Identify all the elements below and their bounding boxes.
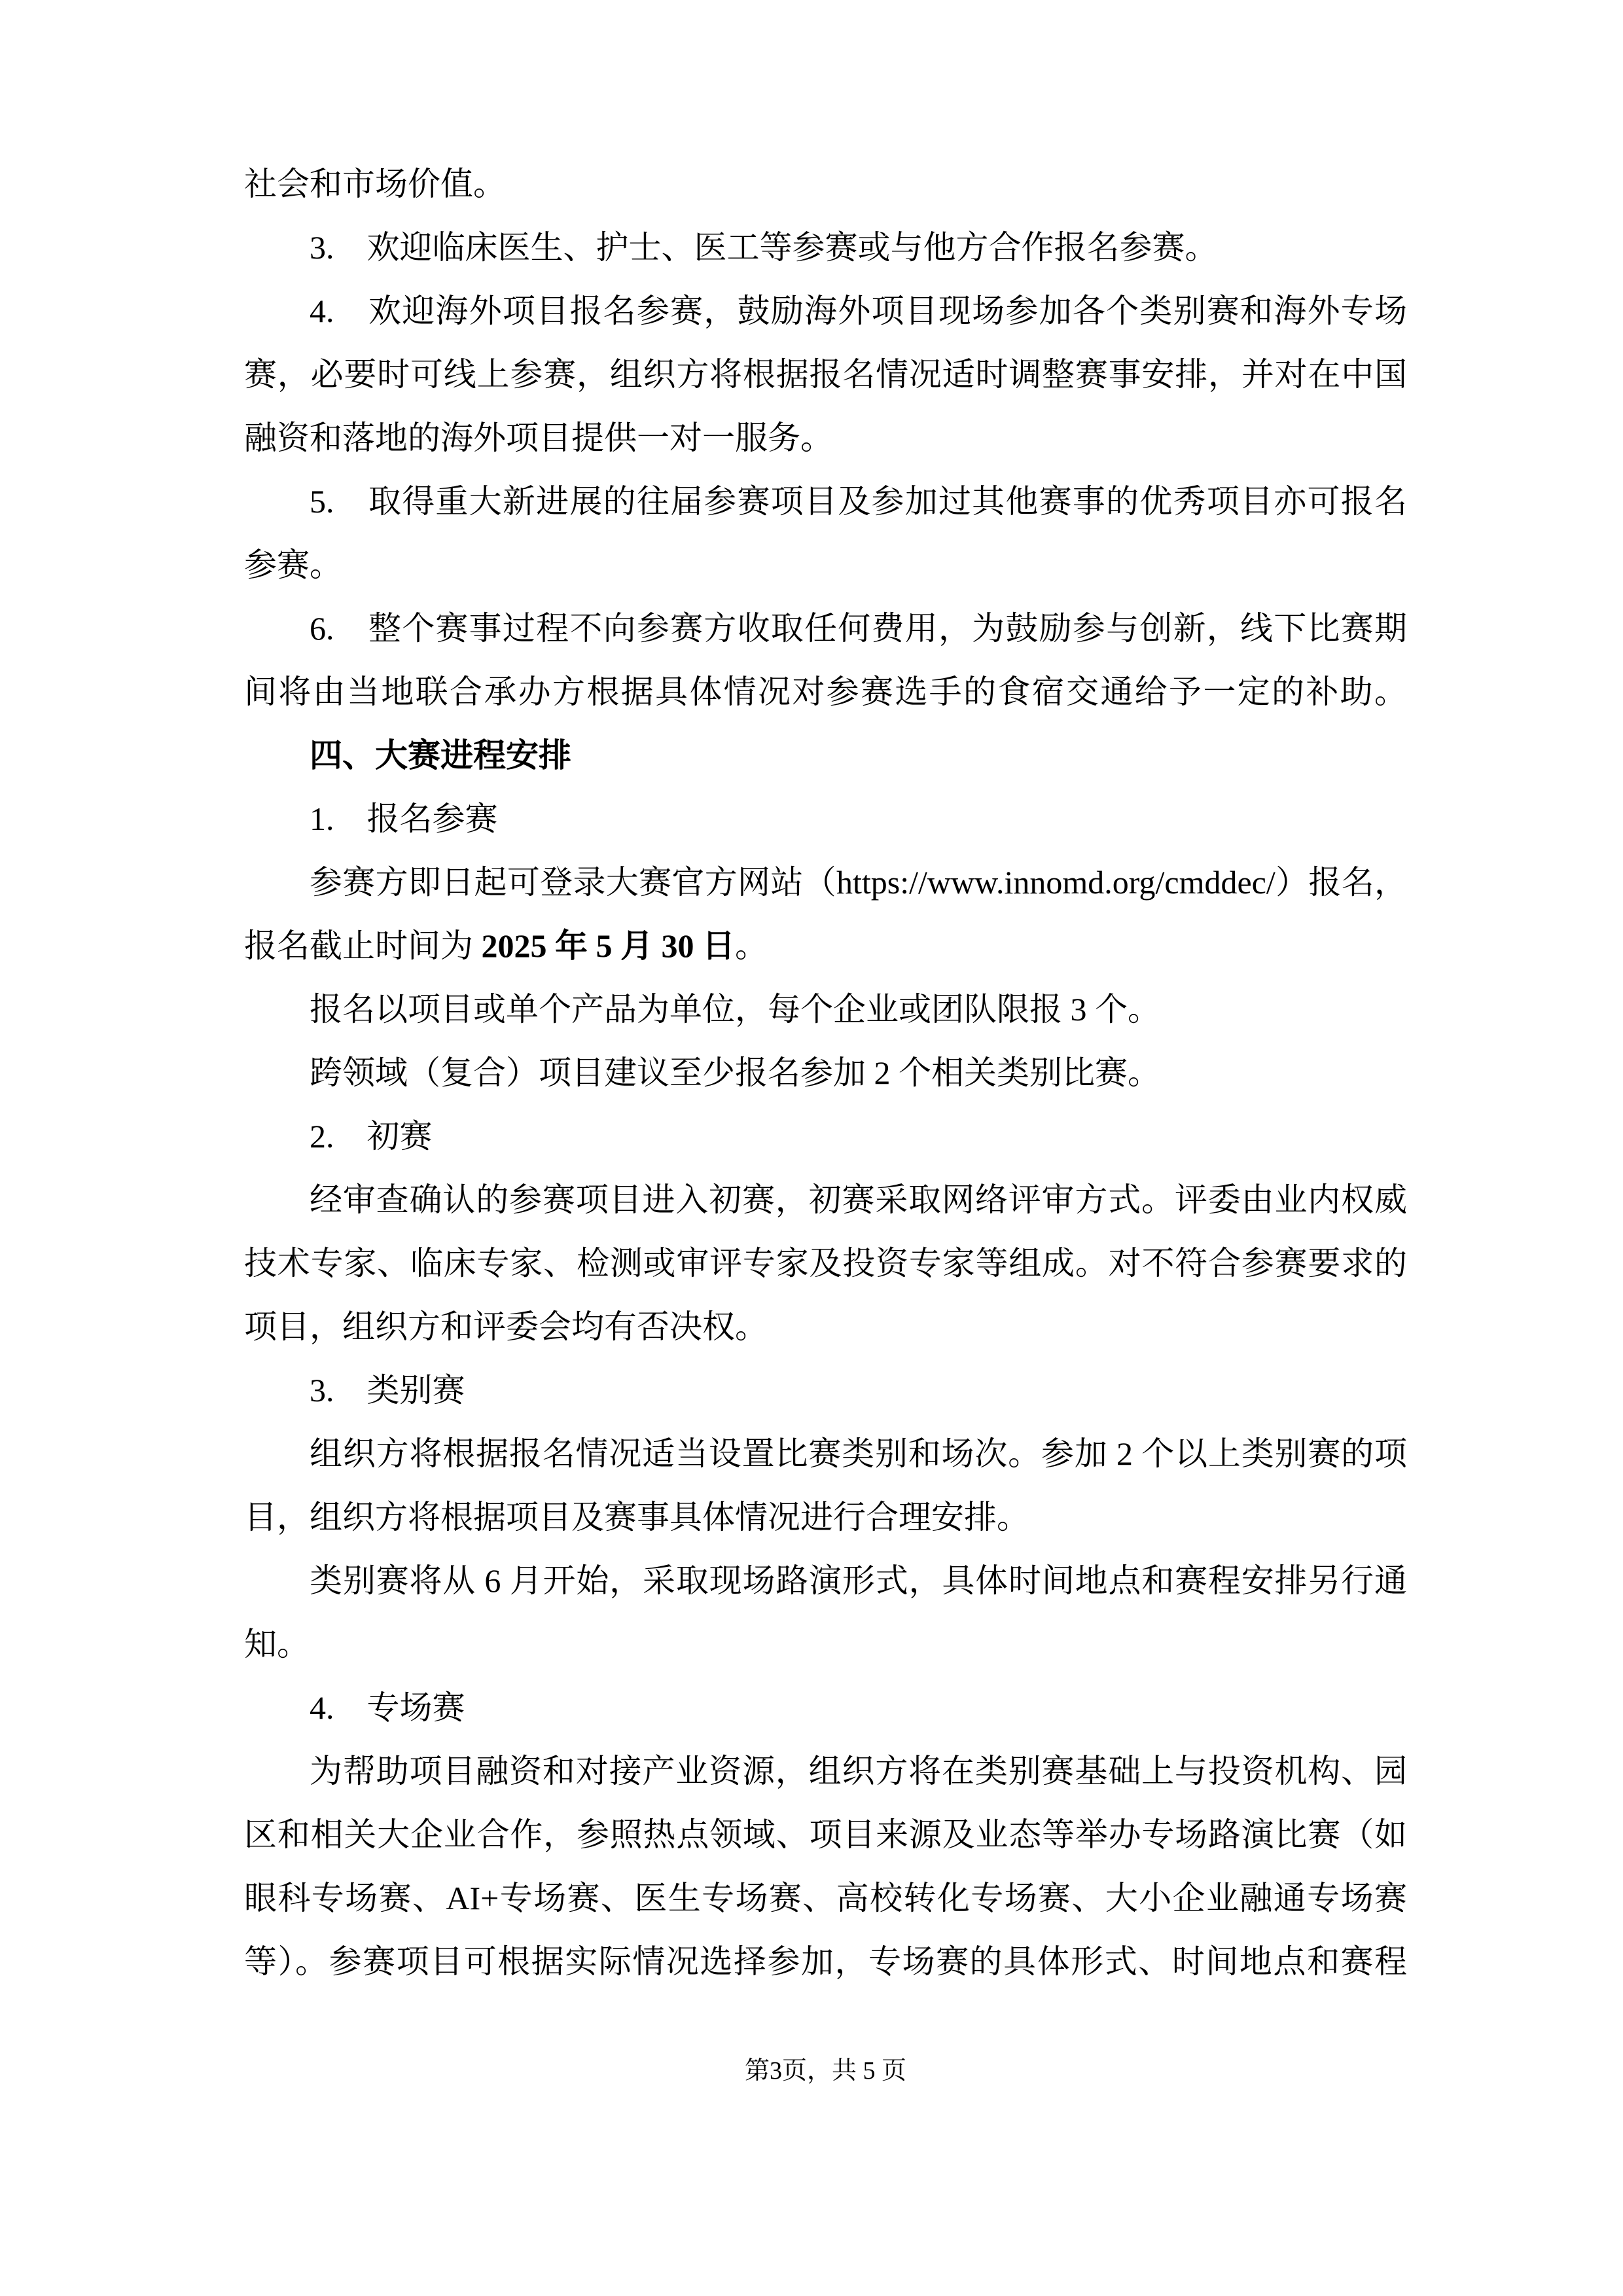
- text-run: 类别赛将从 6 月开始，采取现场路演形式，具体时间地点和赛程安排另行通: [310, 1562, 1407, 1599]
- text-run: 赛，必要时可线上参赛，组织方将根据报名情况适时调整赛事安排，并对在中国: [244, 356, 1407, 393]
- text-run: 项目，组织方和评委会均有否决权。: [244, 1308, 768, 1345]
- text-run: ）报名，: [1275, 864, 1408, 901]
- text-line: [244, 1041, 1407, 1105]
- text-run: 4. 欢迎海外项目报名参赛，鼓励海外项目现场参加各个类别赛和海外专场: [310, 293, 1407, 329]
- text-line: [244, 470, 1407, 533]
- text-line: [244, 724, 1407, 787]
- text-line: [244, 406, 1407, 470]
- text-line: [244, 660, 1407, 724]
- text-run: 3. 欢迎临床医生、护士、医工等参赛或与他方合作报名参赛。: [310, 229, 1218, 266]
- text-line: [244, 1676, 1407, 1740]
- text-run: 2. 初赛: [310, 1118, 433, 1155]
- text-line: [244, 851, 1407, 914]
- text-run: 技术专家、临床专家、检测或审评专家及投资专家等组成。对不符合参赛要求的: [244, 1245, 1407, 1282]
- text-line: [244, 1232, 1407, 1295]
- section-heading: 四、大赛进程安排: [310, 737, 571, 774]
- text-run: 等）。参赛项目可根据实际情况选择参加，专场赛的具体形式、时间地点和赛程: [244, 1943, 1407, 1980]
- text-line: [244, 1295, 1407, 1359]
- text-run: 为帮助项目融资和对接产业资源，组织方将在类别赛基础上与投资机构、园: [310, 1753, 1407, 1789]
- text-run: 组织方将根据报名情况适当设置比赛类别和场次。参加 2 个以上类别赛的项: [310, 1435, 1407, 1472]
- text-line: [244, 1422, 1407, 1486]
- text-line: [244, 343, 1407, 406]
- text-line: [244, 1867, 1407, 1930]
- text-line: [244, 1168, 1407, 1232]
- text-run: 区和相关大企业合作，参照热点领域、项目来源及业态等举办专场路演比赛（如: [244, 1816, 1407, 1853]
- page-number: 第3页，共 5 页: [744, 2057, 906, 2085]
- text-line: [244, 152, 1407, 216]
- text-run: 目，组织方将根据项目及赛事具体情况进行合理安排。: [244, 1499, 1029, 1535]
- text-line: [244, 1359, 1407, 1422]
- text-run: 6. 整个赛事过程不向参赛方收取任何费用，为鼓励参与创新，线下比赛期: [310, 610, 1407, 647]
- text-run: 跨领域（复合）项目建议至少报名参加 2 个相关类别比赛。: [310, 1054, 1160, 1091]
- text-line: [244, 1740, 1407, 1803]
- text-line: [244, 1930, 1407, 1994]
- text-line: [244, 1105, 1407, 1168]
- text-run: 参赛方即日起可登录大赛官方网站（: [310, 864, 836, 901]
- text-run: 3. 类别赛: [310, 1372, 465, 1408]
- text-run: 报名以项目或单个产品为单位，每个企业或团队限报 3 个。: [310, 991, 1160, 1028]
- document-body: [244, 152, 1407, 1994]
- text-line: [244, 216, 1407, 279]
- text-run: 参赛。: [244, 547, 342, 583]
- url-text: https://www.innomd.org/cmddec/: [836, 864, 1275, 901]
- text-line: [244, 533, 1407, 597]
- text-run: 知。: [244, 1626, 310, 1662]
- text-line: [244, 978, 1407, 1041]
- text-run: 4. 专场赛: [310, 1689, 465, 1726]
- text-line: [244, 914, 1407, 978]
- text-line: [244, 1486, 1407, 1549]
- text-line: [244, 597, 1407, 660]
- text-line: [244, 1613, 1407, 1676]
- text-run: 眼科专场赛、AI+专场赛、医生专场赛、高校转化专场赛、大小企业融通专场赛: [244, 1880, 1407, 1916]
- text-run: 报名截止时间为: [244, 927, 482, 964]
- text-line: [244, 1549, 1407, 1613]
- text-run: 5. 取得重大新进展的往届参赛项目及参加过其他赛事的优秀项目亦可报名: [310, 483, 1407, 520]
- deadline-date: 2025 年 5 月 30 日: [481, 927, 735, 964]
- text-run: 1. 报名参赛: [310, 800, 498, 837]
- text-line: [244, 787, 1407, 851]
- text-run: 。: [735, 927, 768, 964]
- text-line: [244, 279, 1407, 343]
- text-run: 融资和落地的海外项目提供一对一服务。: [244, 420, 833, 456]
- text-run: 间将由当地联合承办方根据具体情况对参赛选手的食宿交通给予一定的补助。: [244, 673, 1407, 710]
- text-line: [244, 1803, 1407, 1867]
- text-run: 社会和市场价值。: [244, 166, 506, 202]
- text-run: 经审查确认的参赛项目进入初赛，初赛采取网络评审方式。评委由业内权威: [310, 1181, 1407, 1218]
